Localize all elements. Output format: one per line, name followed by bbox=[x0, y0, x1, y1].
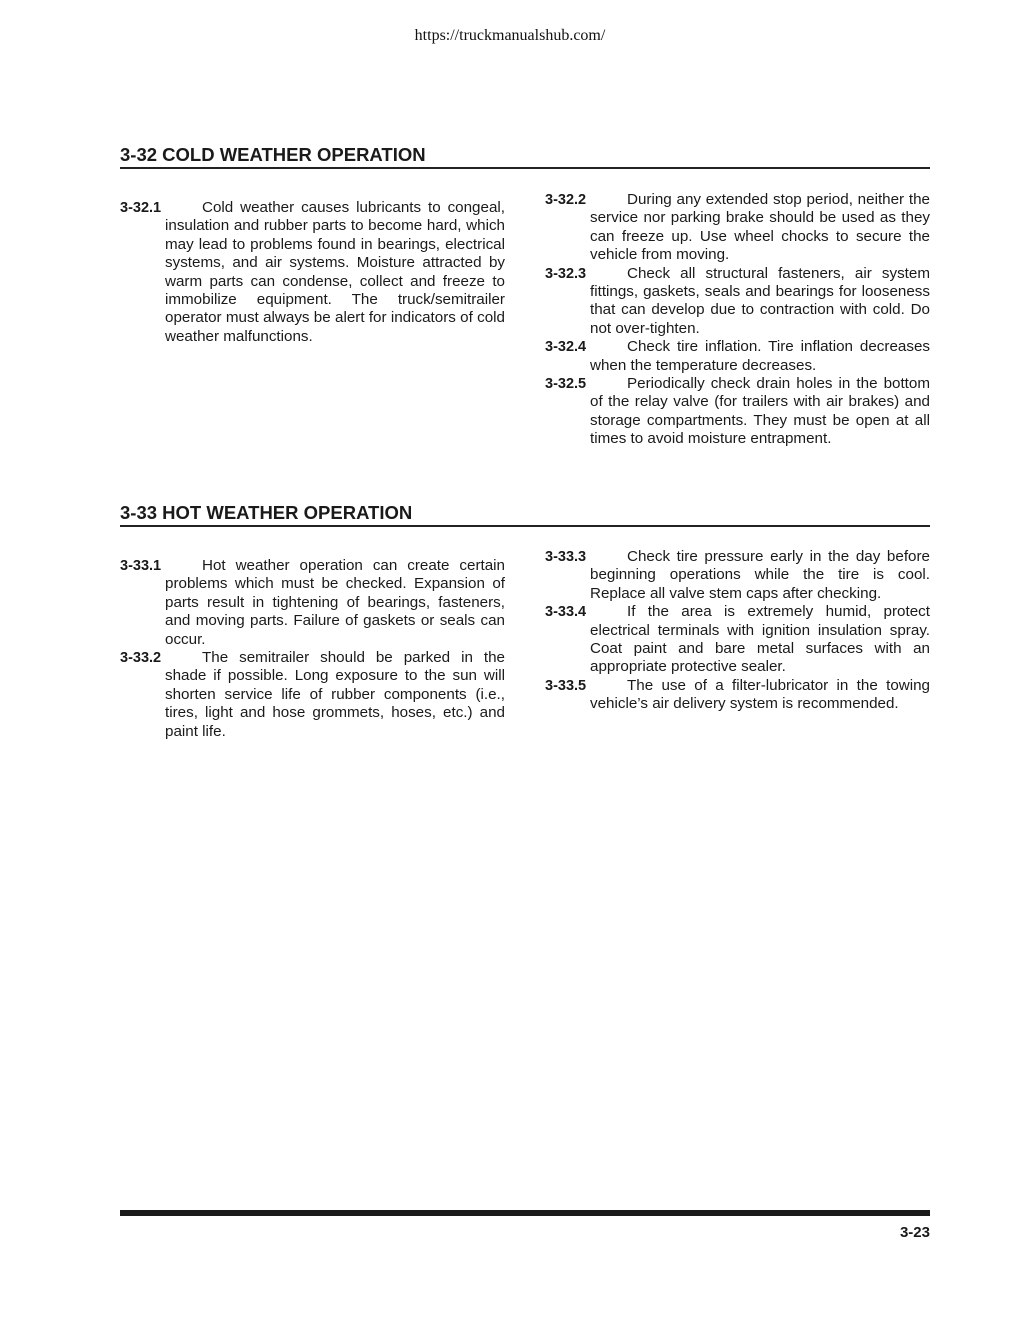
paragraph-text: Check tire inflation. Tire inflation decreases when the temperature decreases. bbox=[590, 338, 930, 374]
paragraph-text: The use of a filter-lubricator in the towing vehicle’s air delivery system is recommended. bbox=[590, 676, 930, 713]
paragraph-3-33-4 bbox=[545, 603, 930, 677]
page-number: 3-23 bbox=[899, 1224, 930, 1241]
paragraph-number: 3-32.2 bbox=[545, 192, 587, 208]
paragraph-number: 3-32.3 bbox=[545, 265, 587, 282]
paragraph-3-33-2 bbox=[120, 649, 505, 741]
footer-rule bbox=[120, 1210, 930, 1216]
paragraph-text: Check tire pressure early in the day before beginning operations while the tire is cool. Replace all valve stem caps after checking. bbox=[590, 548, 930, 602]
paragraph-number: 3-33.3 bbox=[545, 549, 587, 565]
paragraph-text: If the area is extremely humid, protect electrical terminals with ignition insulation spray. Coat paint and bare metal surfaces with an appropriate protective sealer. bbox=[590, 603, 930, 676]
hot-weather-right-column bbox=[545, 548, 930, 714]
paragraph-number: 3-32.5 bbox=[545, 376, 587, 393]
source-url[interactable]: https://truckmanualshub.com/ bbox=[414, 27, 606, 44]
paragraph-text: The semitrailer should be parked in the shade if possible. Long exposure to the sun will shorten service life of rubber components (i.e., tires, light and hose grommets, hoses, etc.) and paint life. bbox=[165, 649, 505, 740]
paragraph-number: 3-33.1 bbox=[120, 558, 162, 574]
paragraph-3-32-2 bbox=[545, 191, 930, 265]
section-title-hot-weather: 3-33 HOT WEATHER OPERATION bbox=[120, 502, 930, 527]
paragraph-text: Check all structural fasteners, air system fittings, gaskets, seals and bearings for looseness that can develop due to contraction with cold. Do not over-tighten. bbox=[590, 264, 930, 337]
paragraph-3-32-5 bbox=[545, 375, 930, 449]
paragraph-3-33-3 bbox=[545, 548, 930, 603]
paragraph-3-33-5 bbox=[545, 677, 930, 714]
paragraph-text: During any extended stop period, neither the service nor parking brake should be used as they can freeze up. Use wheel chocks to secure the vehicle from moving. bbox=[590, 191, 930, 264]
paragraph-3-32-3 bbox=[545, 265, 930, 339]
hot-weather-left-column bbox=[120, 557, 505, 741]
paragraph-text: Cold weather causes lubricants to congeal, insulation and rubber parts to become hard, which may lead to problems found in bearings, electrical systems, and air systems. Moisture attracted by warm parts can condense, collect and freeze to immobilize equipment. The truck/semitrailer operator must always be alert for indicators of cold weather malfunctions. bbox=[165, 199, 505, 345]
paragraph-number: 3-33.2 bbox=[120, 650, 162, 667]
paragraph-3-33-1 bbox=[120, 557, 505, 649]
paragraph-number: 3-32.4 bbox=[545, 339, 587, 356]
paragraph-3-32-4 bbox=[545, 338, 930, 375]
cold-weather-left-column bbox=[120, 199, 505, 346]
section-title-cold-weather: 3-32 COLD WEATHER OPERATION bbox=[120, 144, 930, 169]
cold-weather-right-column bbox=[545, 191, 930, 449]
paragraph-number: 3-33.4 bbox=[545, 604, 587, 621]
paragraph-number: 3-32.1 bbox=[120, 200, 162, 216]
paragraph-text: Periodically check drain holes in the bottom of the relay valve (for trailers with air brakes) and storage compartments. They must be open at all times to avoid moisture entrapment. bbox=[590, 375, 930, 448]
paragraph-text: Hot weather operation can create certain problems which must be checked. Expansion of parts result in tightening of bearings, fasteners, and moving parts. Failure of gaskets or seals can occur. bbox=[165, 557, 505, 648]
paragraph-number: 3-33.5 bbox=[545, 677, 587, 694]
paragraph-3-32-1 bbox=[120, 199, 505, 346]
